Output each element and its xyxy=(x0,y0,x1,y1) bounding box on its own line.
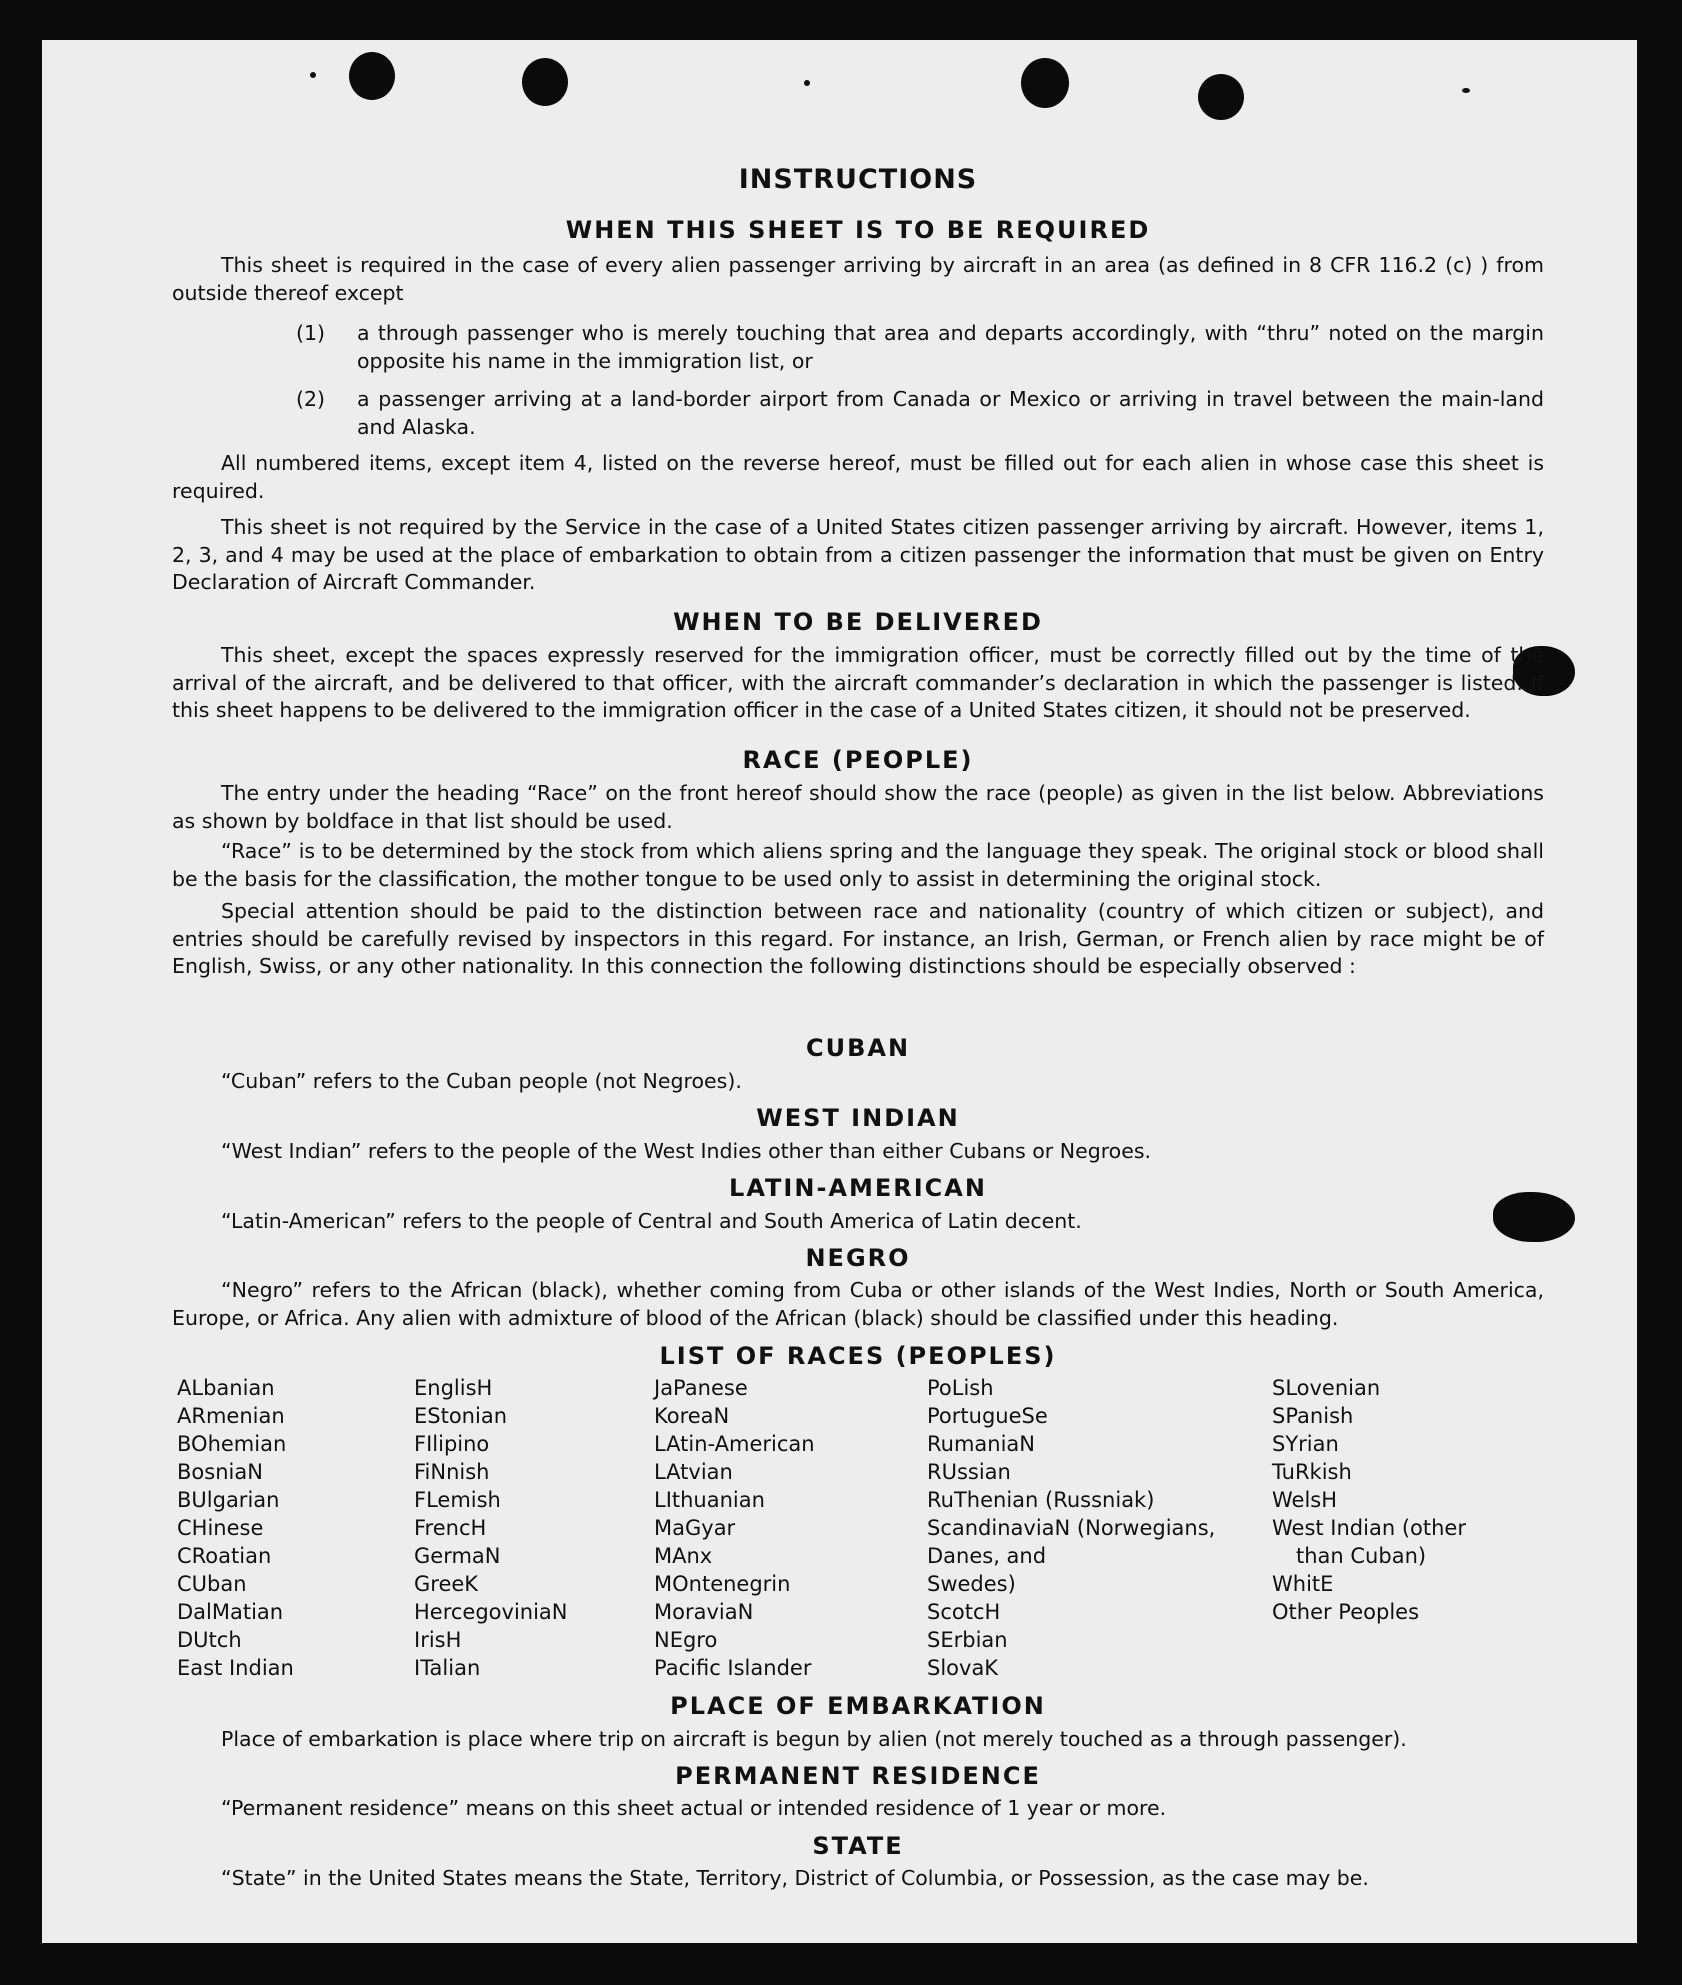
race-item: West Indian (other xyxy=(1272,1516,1466,1540)
race-item: ARmenian xyxy=(177,1404,285,1428)
race-item: MaGyar xyxy=(654,1516,736,1540)
heading-when-delivered: WHEN TO BE DELIVERED xyxy=(673,608,1043,636)
heading-list-of-races: LIST OF RACES (PEOPLES) xyxy=(659,1342,1057,1370)
heading-embarkation: PLACE OF EMBARKATION xyxy=(670,1692,1046,1720)
item-number: (1) xyxy=(296,321,326,345)
race-item: BUlgarian xyxy=(177,1488,280,1512)
race-item: SPanish xyxy=(1272,1404,1354,1428)
heading-cuban: CUBAN xyxy=(805,1034,911,1062)
race-item: IrisH xyxy=(414,1628,462,1652)
race-item: Pacific Islander xyxy=(654,1656,812,1680)
race-item: DUtch xyxy=(177,1628,242,1652)
para-race-2: “Race” is to be determined by the stock from which aliens spring and the language they speak. The original stock or blood shall be the basis for the classification, the mother tongue to be used only to assist in determining the original stock. xyxy=(172,839,1544,891)
race-item: SLovenian xyxy=(1272,1376,1381,1400)
heading-when-required: WHEN THIS SHEET IS TO BE REQUIRED xyxy=(565,216,1151,244)
speck xyxy=(804,80,810,86)
para-west-indian: “West Indian” refers to the people of the West Indies other than either Cubans or Negroes. xyxy=(221,1139,1152,1163)
para-citizen: This sheet is not required by the Service in the case of a United States citizen passenger arriving by aircraft. However, items 1, 2, 3, and 4 may be used at the place of embarkation to obtain from a citizen passenger the information that must be given on Entry Declaration of Aircraft Commander. xyxy=(172,515,1544,594)
para-race-3: Special attention should be paid to the distinction between race and nationality (country of which citizen or subject), and entries should be carefully revised by inspectors in this regard. For instance, an Irish, German, or French alien by race might be of English, Swiss, or any other nationality. In this connection the following distinctions should be especially observed : xyxy=(172,899,1544,978)
document-sheet xyxy=(42,40,1637,1943)
race-item: ScandinaviaN (Norwegians, xyxy=(927,1516,1216,1540)
heading-residence: PERMANENT RESIDENCE xyxy=(675,1762,1041,1790)
race-item: SErbian xyxy=(927,1628,1008,1652)
race-item: JaPanese xyxy=(654,1376,748,1400)
races-column xyxy=(177,1374,294,1682)
speck xyxy=(310,72,316,78)
heading-west-indian: WEST INDIAN xyxy=(756,1104,960,1132)
heading-negro: NEGRO xyxy=(805,1244,911,1272)
race-item: BOhemian xyxy=(177,1432,287,1456)
para-cuban: “Cuban” refers to the Cuban people (not Negroes). xyxy=(221,1069,742,1093)
page-title: INSTRUCTIONS xyxy=(738,164,978,195)
race-item: KoreaN xyxy=(654,1404,730,1428)
races-column xyxy=(414,1374,568,1682)
race-item: CHinese xyxy=(177,1516,264,1540)
punch-hole xyxy=(1198,74,1244,120)
race-item: than Cuban) xyxy=(1296,1544,1427,1568)
item-text: a passenger arriving at a land-border airport from Canada or Mexico or arriving in travel between the main-land and Alaska. xyxy=(357,387,1544,439)
punch-hole xyxy=(349,52,395,100)
para-negro: “Negro” refers to the African (black), whether coming from Cuba or other islands of the West Indies, North or South America, Europe, or Africa. Any alien with admixture of blood of the African (black) should be classified under this heading. xyxy=(172,1278,1544,1330)
race-item: ScotcH xyxy=(927,1600,1001,1624)
race-item: EnglisH xyxy=(414,1376,493,1400)
para-latin-american: “Latin-American” refers to the people of Central and South America of Latin decent. xyxy=(221,1209,1082,1233)
races-list xyxy=(172,1374,1544,1684)
para-items-filled: All numbered items, except item 4, listed on the reverse hereof, must be filled out for each alien in whose case this sheet is required. xyxy=(172,451,1544,503)
race-item: FIlipino xyxy=(414,1432,490,1456)
race-item: BosniaN xyxy=(177,1460,263,1484)
race-item: Other Peoples xyxy=(1272,1600,1420,1624)
para-when-delivered: This sheet, except the spaces expressly reserved for the immigration officer, must be correctly filled out by the time of the arrival of the aircraft, and be delivered to that officer, with the aircraft commander’s declaration in which the passenger is listed. If this sheet happens to be delivered to the immigration officer in the case of a United States citizen, it should not be preserved. xyxy=(172,643,1544,722)
race-item: WelsH xyxy=(1272,1488,1338,1512)
para-state: “State” in the United States means the State, Territory, District of Columbia, or Possession, as the case may be. xyxy=(221,1866,1369,1890)
para-race-1: The entry under the heading “Race” on the front hereof should show the race (people) as given in the list below. Abbreviations as shown by boldface in that list should be used. xyxy=(172,781,1544,833)
para-when-required-intro: This sheet is required in the case of every alien passenger arriving by aircraft in an area (as defined in 8 CFR 116.2 (c) ) from outside thereof except xyxy=(172,253,1544,305)
race-item: FrencH xyxy=(414,1516,487,1540)
race-item: LAtvian xyxy=(654,1460,733,1484)
race-item: EStonian xyxy=(414,1404,508,1428)
race-item: SlovaK xyxy=(927,1656,999,1680)
heading-race: RACE (PEOPLE) xyxy=(742,746,974,774)
race-item: WhitE xyxy=(1272,1572,1334,1596)
race-item: PortugueSe xyxy=(927,1404,1048,1428)
race-item: FiNnish xyxy=(414,1460,490,1484)
para-embarkation: Place of embarkation is place where trip on aircraft is begun by alien (not merely touched as a through passenger). xyxy=(221,1727,1407,1751)
heading-latin-american: LATIN-AMERICAN xyxy=(729,1174,987,1202)
races-column xyxy=(654,1374,815,1682)
race-item: ITalian xyxy=(414,1656,481,1680)
race-item: MoraviaN xyxy=(654,1600,754,1624)
race-item: MAnx xyxy=(654,1544,713,1568)
race-item: SYrian xyxy=(1272,1432,1339,1456)
race-item: CUban xyxy=(177,1572,247,1596)
race-item: Danes, and xyxy=(927,1544,1047,1568)
para-residence: “Permanent residence” means on this sheet actual or intended residence of 1 year or more. xyxy=(221,1796,1167,1820)
race-item: LIthuanian xyxy=(654,1488,765,1512)
punch-hole xyxy=(1021,58,1069,108)
race-item: GermaN xyxy=(414,1544,501,1568)
punch-hole xyxy=(522,58,568,106)
race-item: MOntenegrin xyxy=(654,1572,791,1596)
item-text: a through passenger who is merely touching that area and departs accordingly, with “thru” noted on the margin opposite his name in the immigration list, or xyxy=(357,321,1544,373)
race-item: ALbanian xyxy=(177,1376,275,1400)
race-item: DalMatian xyxy=(177,1600,284,1624)
item-number: (2) xyxy=(296,387,326,411)
race-item: RUssian xyxy=(927,1460,1011,1484)
race-item: FLemish xyxy=(414,1488,501,1512)
races-column xyxy=(927,1374,1215,1682)
race-item: RumaniaN xyxy=(927,1432,1036,1456)
race-item: RuThenian (Russniak) xyxy=(927,1488,1155,1512)
races-column xyxy=(1272,1374,1466,1626)
speck xyxy=(1462,88,1470,93)
race-item: PoLish xyxy=(927,1376,994,1400)
race-item: GreeK xyxy=(414,1572,479,1596)
race-item: HercegoviniaN xyxy=(414,1600,568,1624)
race-item: Swedes) xyxy=(927,1572,1016,1596)
race-item: TuRkish xyxy=(1272,1460,1352,1484)
heading-state: STATE xyxy=(812,1832,904,1860)
race-item: East Indian xyxy=(177,1656,294,1680)
race-item: LAtin-American xyxy=(654,1432,815,1456)
race-item: CRoatian xyxy=(177,1544,272,1568)
race-item: NEgro xyxy=(654,1628,718,1652)
